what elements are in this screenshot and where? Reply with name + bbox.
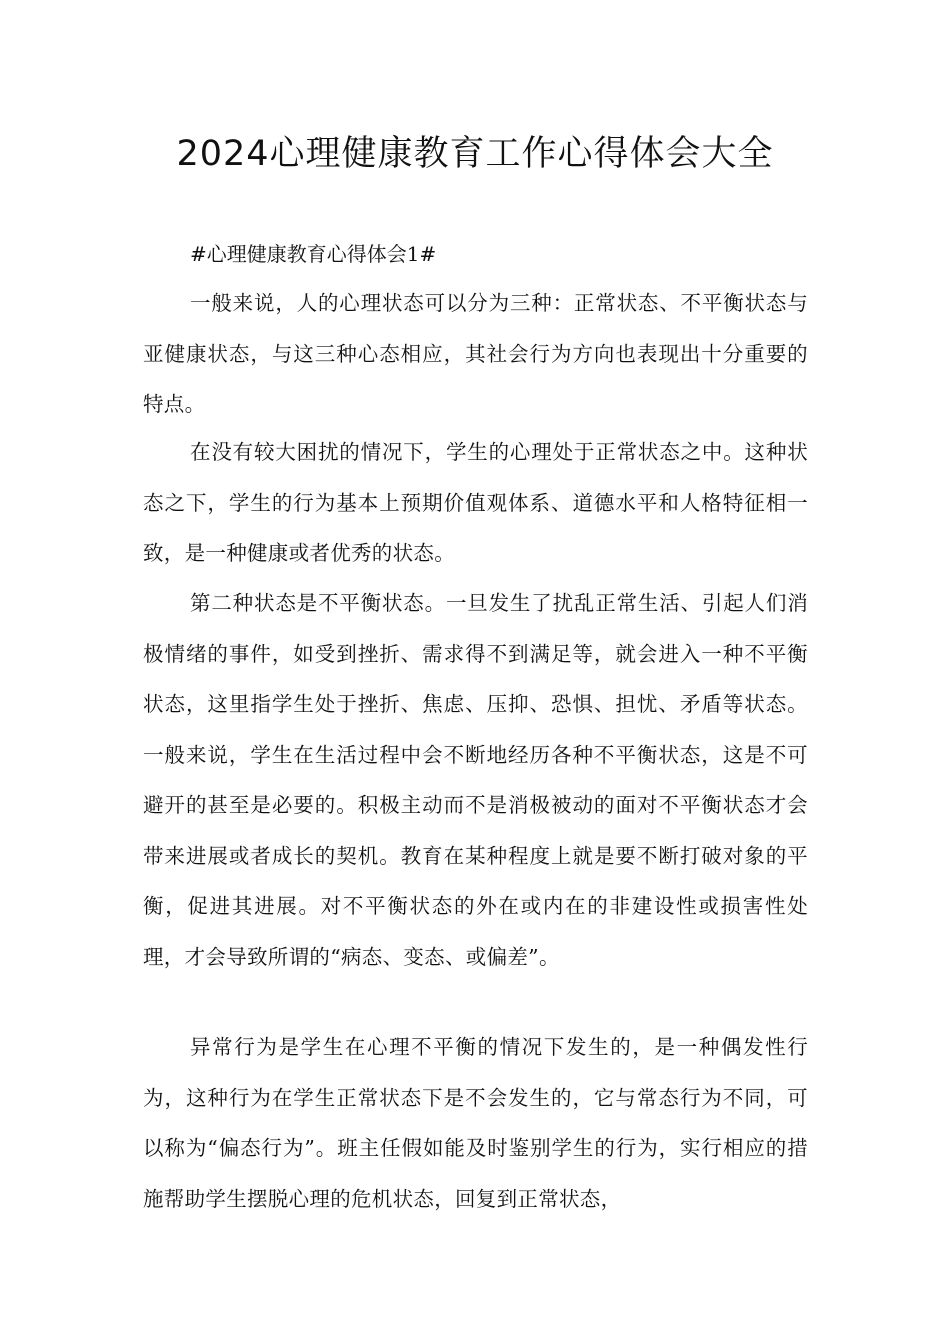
paragraph: 异常行为是学生在心理不平衡的情况下发生的，是一种偶发性行为，这种行为在学生正常状态下是不会发生的，它与常态行为不同，可以称为“偏态行为”。班主任假如能及时鉴别学生的行为，实行相应的措施帮助学生摆脱心理的危机状态，回复到正常状态， [143, 1035, 808, 1211]
paragraph: 第二种状态是不平衡状态。一旦发生了扰乱正常生活、引起人们消极情绪的事件，如受到挫折、需求得不到满足等，就会进入一种不平衡状态，这里指学生处于挫折、焦虑、压抑、恐惧、担忧、矛盾等状态。一般来说，学生在生活过程中会不断地经历各种不平衡状态，这是不可避开的甚至是必要的。积极主动而不是消极被动的面对不平衡状态才会带来进展或者成长的契机。教育在某种程度上就是要不断打破对象的平衡，促进其进展。对不平衡状态的外在或内在的非建设性或损害性处理，才会导致所谓的“病态、变态、或偏差”。 [143, 591, 808, 969]
document-title: 2024心理健康教育工作心得体会大全 [176, 134, 774, 174]
paragraph: 一般来说，人的心理状态可以分为三种：正常状态、不平衡状态与亚健康状态，与这三种心态相应，其社会行为方向也表现出十分重要的特点。 [143, 291, 808, 416]
section-heading: #心理健康教育心得体会1# [190, 242, 437, 266]
paragraph: 在没有较大困扰的情况下，学生的心理处于正常状态之中。这种状态之下，学生的行为基本上预期价值观体系、道德水平和人格特征相一致，是一种健康或者优秀的状态。 [143, 440, 808, 565]
